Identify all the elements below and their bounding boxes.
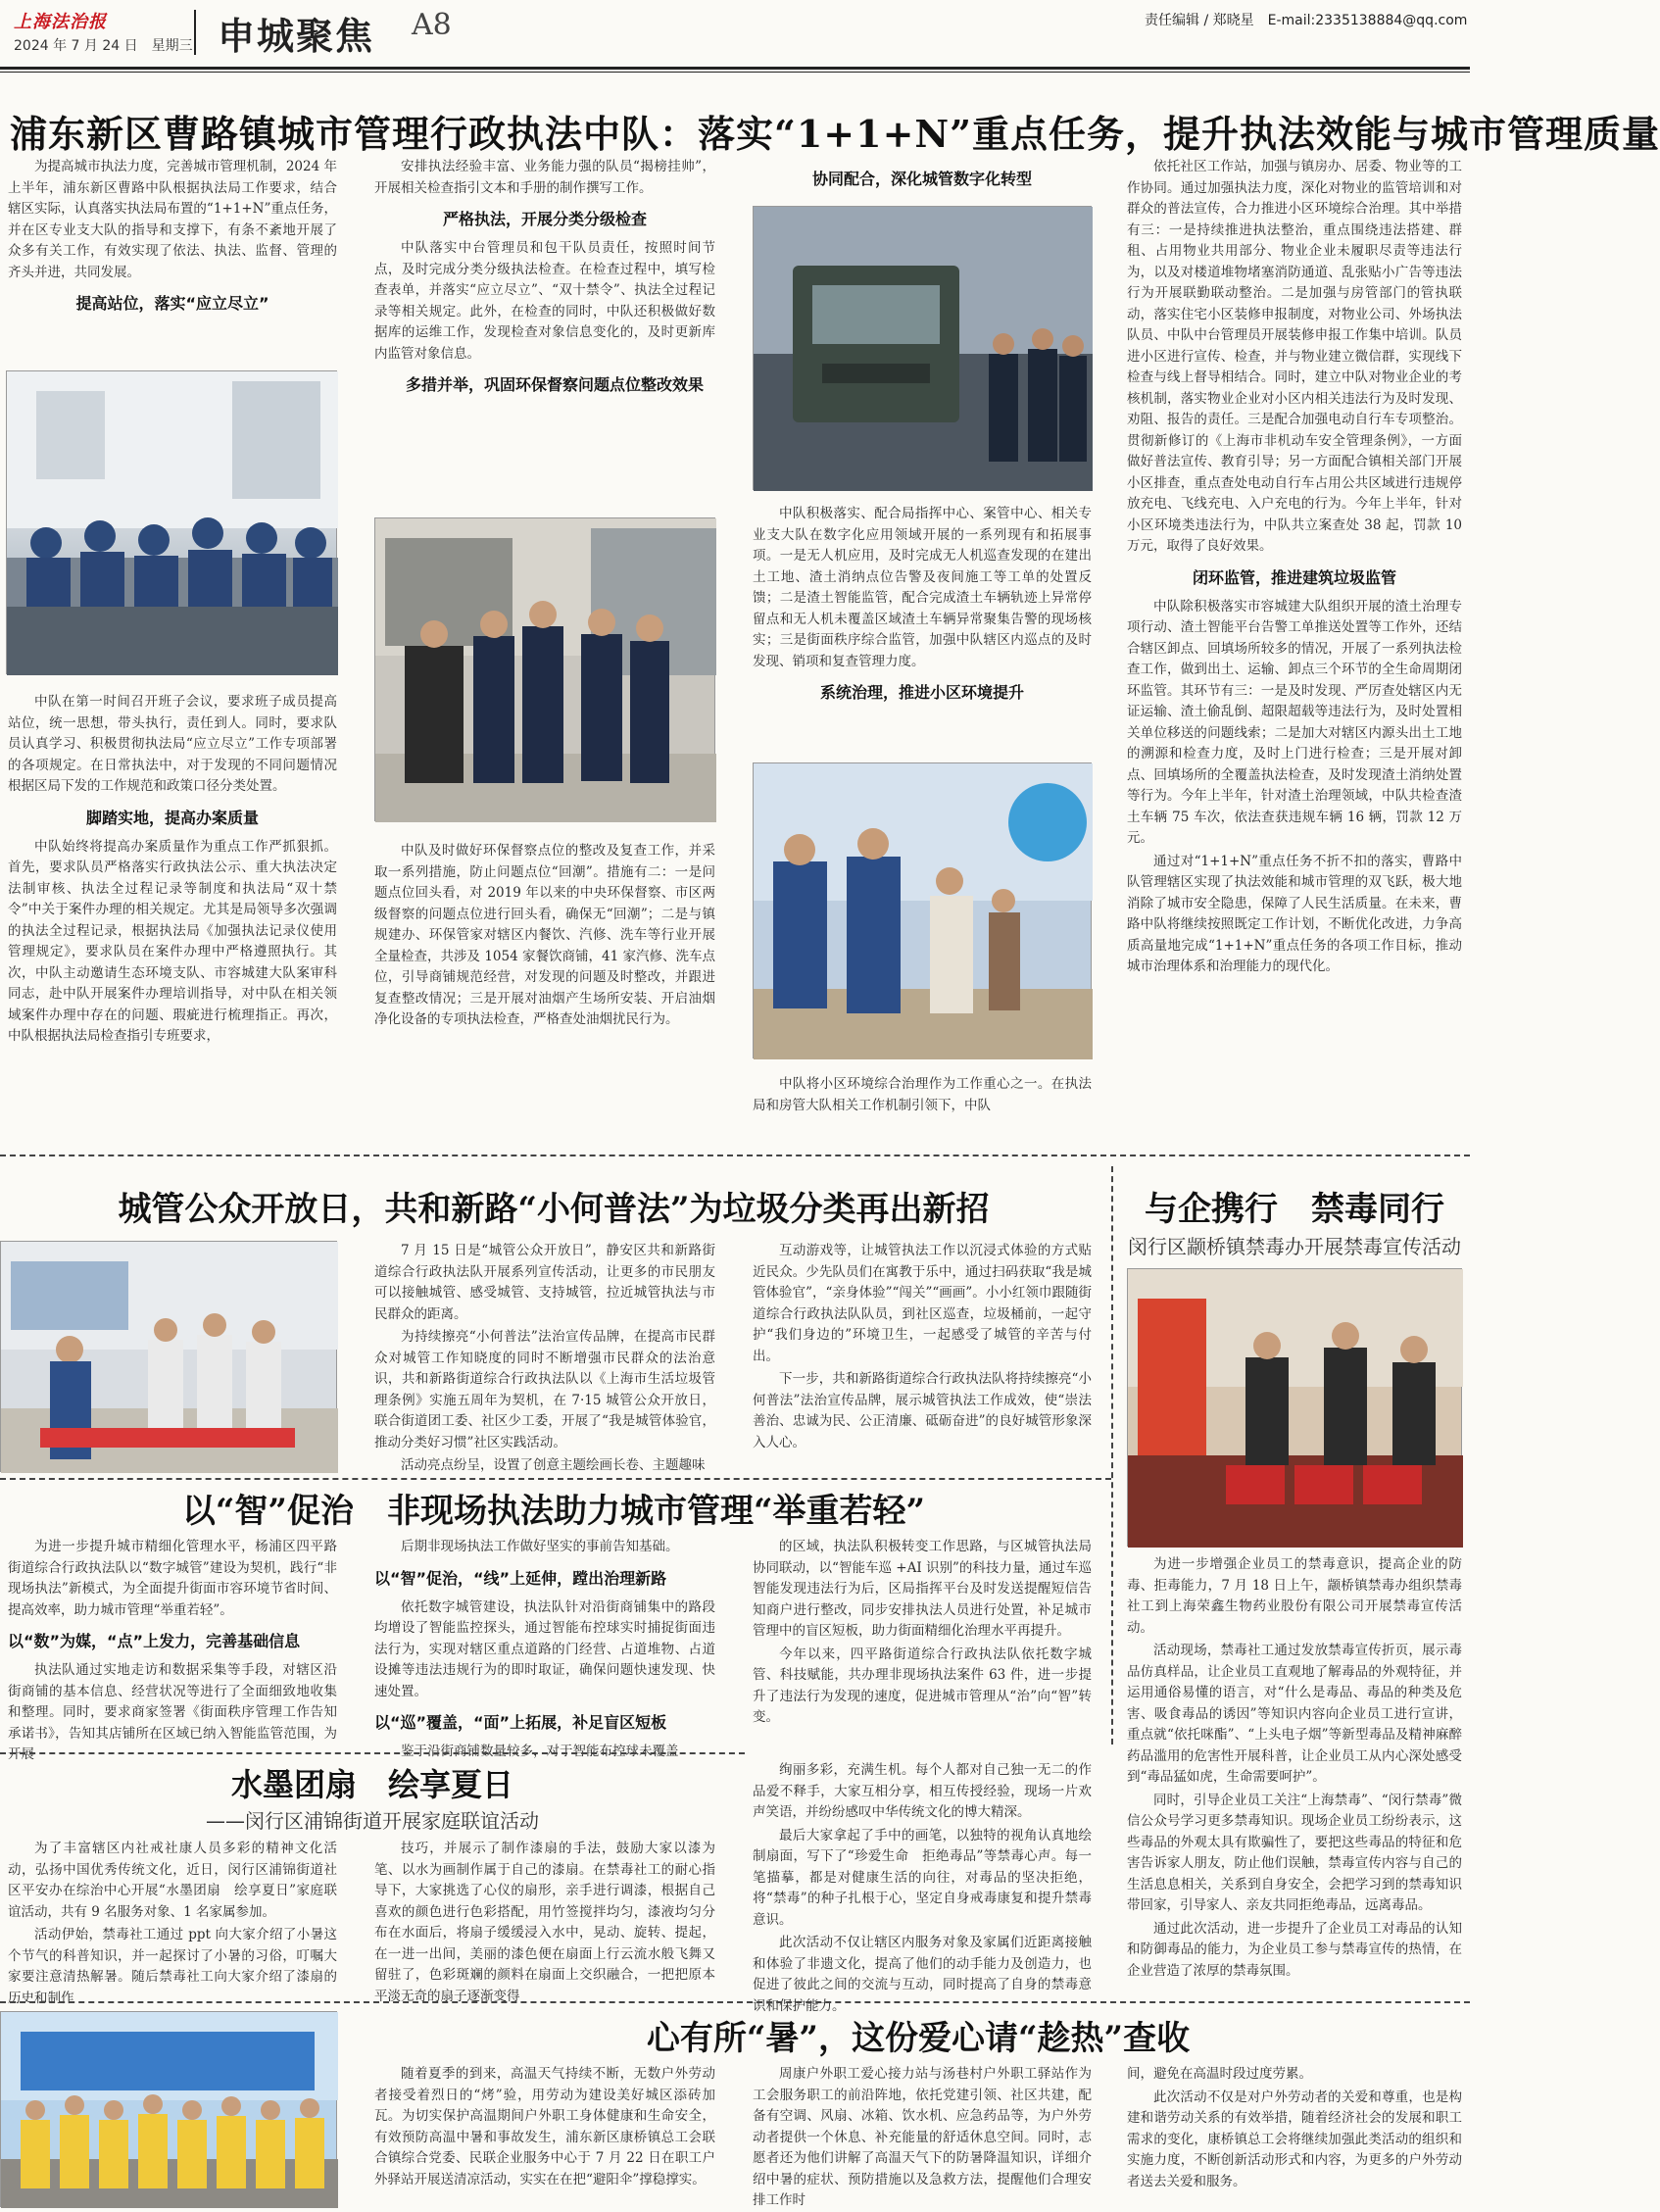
section-divider <box>0 1752 745 1754</box>
story1-subhead: 严格执法，开展分类分级检查 <box>442 210 647 228</box>
story1-paragraph: 中队除积极落实市容城建大队组织开展的渣土治理专项行动、渣土智能平台告警工单推送处置等工作外，还结合辖区卸点、回填场所较多的情况，开展了一系列执法检查工作，做到出土、运输、卸点三个环节的全生命周期闭环监管。其环节有三：一是及时发现、严厉查处辖区内无证运输、渣土偷乱倒、超限超载等违法行为，及时处置相关单位移送的问题线索；二是加大对辖区内源头出土工地的溯源和检查力度，及时上门进行检查；三是开展对卸点、回填场所的全覆盖执法检查，及时发现渣土消纳处置等行为。今年上半年，针对渣土治理领域，中队共检查渣土车辆 75 车次，依法查获违规车辆 16 辆，罚款 12 万元。 <box>1127 598 1462 846</box>
story1-subhead: 系统治理，推进小区环境提升 <box>819 683 1024 702</box>
story4-headline: 以“智”促治 非现场执法助力城市管理“举重若轻” <box>181 1492 926 1531</box>
story5-col1 <box>8 1839 337 2006</box>
story3-paragraph: 通过此次活动，进一步提升了企业员工对毒品的认知和防御毒品的能力，为企业员工参与禁毒宣传的热情，在企业营造了浓厚的禁毒氛围。 <box>1127 1920 1462 1979</box>
story1-paragraph: 通过对“1+1+N”重点任务不折不扣的落实，曹路中队管理辖区实现了执法效能和城市管理的双飞跃，极大地消除了城市安全隐患，保障了人民生活质量。在未来，曹路中队将继续按照既定工作计划，不断优化改进，力争高质高量地完成“1+1+N”重点任务的各项工作目标，推动城市治理体系和治理能力的现代化。 <box>1127 853 1462 974</box>
story4-paragraph: 依托数字城管建设，执法队针对沿街商铺集中的路段均增设了智能监控探头，通过智能布控球实时捕捉街面违法行为，实现对辖区重点道路的门经营、占道堆物、占道设摊等违法违规行为的即时取证，确保问题快速发现、快速处置。 <box>374 1598 715 1699</box>
story4-subhead: 以“数”为媒，“点”上发力，完善基础信息 <box>8 1632 301 1650</box>
story5-paragraph: 最后大家拿起了手中的画笔，以独特的视角认真地绘制扇面，写下了“珍爱生命 拒绝毒品”等禁毒心声。每一笔描摹，都是对健康生活的向往，对毒品的坚决拒绝，将“禁毒”的种子扎根于心，坚定自身戒毒康复和提升禁毒意识。 <box>753 1827 1092 1928</box>
story1-col2-bottom <box>374 841 715 1131</box>
muck-truck-photo <box>753 206 1092 490</box>
story3-paragraph: 同时，引导企业员工关注“上海禁毒”、“闵行禁毒”微信公众号学习更多禁毒知识。现场企业员工纷纷表示，这些毒品的外观太具有欺骗性了，要把这些毒品的特征和危害告诉家人朋友，防止他们误触，禁毒宣传内容与自己的生活息息相关，关系到自身安全，会把学习到的禁毒知识带回家，引导家人、亲友共同拒绝毒品，远离毒品。 <box>1127 1792 1462 1913</box>
page-number: A8 <box>412 8 452 42</box>
story3-paragraph: 为进一步增强企业员工的禁毒意识，提高企业的防毒、拒毒能力，7 月 18 日上午，颛桥镇禁毒办组织禁毒社工到上海荣鑫生物药业股份有限公司开展禁毒宣传活动。 <box>1127 1556 1462 1636</box>
section-divider <box>0 1155 1470 1156</box>
story6-col1 <box>374 2064 715 2207</box>
story5-col2 <box>374 1839 715 2004</box>
story5-paragraph: 技巧，并展示了制作漆扇的手法，鼓励大家以漆为笔、以水为画制作属于自己的漆扇。在禁毒社工的耐心指导下，大家挑选了心仪的扇形，亲手进行调漆，根据自己喜欢的颜色进行色彩搭配，用竹签搅拌均匀，漆液均匀分布在水面后，将扇子缓缓浸入水中，晃动、旋转、提起，在一进一出间，美丽的漆色便在扇面上行云流水般飞舞又留驻了，色彩斑斓的颜料在扇面上交织融合，一把把原本平淡无奇的扇子逐渐变得 <box>374 1841 715 2004</box>
story1-paragraph: 中队积极落实、配合局指挥中心、案管中心、相关专业支大队在数字化应用领域开展的一系列现有和拓展事项。一是无人机应用，及时完成无人机巡查发现的在建出土工地、渣土消纳点位告警及夜间施工等工单的处置反馈；二是渣土智能监管，配合完成渣土车辆轨迹上异常停留点和无人机未覆盖区域渣土车辆异常聚集告警的现场核实；三是街面秩序综合监管，加强中队辖区内巡点的及时发现、销项和复查管理力度。 <box>753 506 1092 669</box>
story1-subhead: 协同配合，深化城管数字化转型 <box>811 170 1032 188</box>
meeting-photo <box>6 370 337 674</box>
story1-paragraph: 中队在第一时间召开班子会议，要求班子成员提高站位，统一思想，带头执行，责任到人。同时，要求队员认真学习、积极贯彻执法局“应立尽立”工作专项部署的各项规定。在日常执法中，对于发现的不同问题情况根据区局下发的工作规范和政策口径分类处置。 <box>8 694 337 794</box>
story1-subhead: 脚踏实地，提高办案质量 <box>85 808 259 827</box>
story1-subhead: 提高站位，落实“应立尽立” <box>75 294 269 313</box>
story6-col2 <box>753 2064 1092 2207</box>
story2-paragraph: 为持续擦亮“小何普法”法治宣传品牌，在提高市民群众对城管工作知晓度的同时不断增强市民群众的法治意识，共和新路街道综合行政执法队以《上海市生活垃圾管理条例》实施五周年为契机，在 7·15 城管公众开放日，联合街道团工委、社区少工委，开展了“我是城管体验官，推动分类好习惯”社区实践活动。 <box>374 1329 715 1450</box>
open-day-photo <box>0 1241 337 1472</box>
community-photo <box>753 762 1092 1058</box>
story3-paragraph: 活动现场，禁毒社工通过发放禁毒宣传折页，展示毒品仿真样品，让企业员工直观地了解毒品的外观特征，并运用通俗易懂的语言，对“什么是毒品、毒品的种类及危害、吸食毒品的诱因”等知识内容向企业员工进行宣讲，重点就“依托咪酯”、“上头电子烟”等新型毒品及精神麻醉药品滥用的危害性开展科普，让企业员工从内心深处感受到“毒品猛如虎，生命需要呵护”。 <box>1127 1643 1462 1785</box>
section-title: 申城聚焦 <box>218 15 375 58</box>
story4-col1 <box>8 1537 337 1762</box>
story1-subhead: 闭环监管，推进建筑垃圾监管 <box>1192 567 1396 587</box>
story5-col3 <box>753 1760 1092 2014</box>
issue-date: 2024 年 7 月 24 日 星期三 <box>14 38 193 54</box>
story4-paragraph: 今年以来，四平路街道综合行政执法队依托数字城管、科技赋能，共办理非现场执法案件 63 件，进一步提升了违法行为发现的速度，促进城市管理从“治”向“智”转变。 <box>753 1646 1092 1725</box>
section-divider <box>0 2001 1470 2003</box>
story2-paragraph: 互动游戏等，让城管执法工作以沉浸式体验的方式贴近民众。少先队员们在寓教于乐中，通过扫码获取“我是城管体验官”，“亲身体验”“闯关”“画画”。小小红领巾跟随街道综合行政执法队队员，到社区巡查，垃圾桶前，一起守护“我们身边的”环境卫生，一起感受了城管的辛苦与付出。 <box>753 1243 1092 1364</box>
story6-paragraph: 周康户外职工爱心接力站与汤巷村户外职工驿站作为工会服务职工的前沿阵地，依托党建引领、社区共建，配备有空调、风扇、冰箱、饮水机、应急药品等，为户外劳动者提供一个休息、补充能量的舒适休息空间。同时，志愿者还为他们讲解了高温天气下的防暑降温知识，详细介绍中暑的症状、预防措施以及急救方法，提醒他们合理安排工作时 <box>753 2066 1092 2208</box>
column-divider <box>1111 1166 1113 1745</box>
story6-headline: 心有所“暑”，这份爱心请“趁热”查收 <box>646 2019 1191 2058</box>
story2-col1 <box>374 1241 715 1472</box>
story5-paragraph: 为了丰富辖区内社戒社康人员多彩的精神文化活动，弘扬中国优秀传统文化，近日，闵行区浦锦街道社区平安办在综治中心开展“水墨团扇 绘享夏日”家庭联谊活动，共有 9 名服务对象、1 名家属参加。 <box>8 1841 337 1920</box>
story1-paragraph: 安排执法经验丰富、业务能力强的队员“揭榜挂帅”，开展相关检查指引文本和手册的制作撰写工作。 <box>374 159 715 196</box>
story1-col2-top <box>374 157 715 515</box>
story2-paragraph: 活动亮点纷呈，设置了创意主题绘画长卷、主题趣味 <box>401 1457 706 1473</box>
story4-subhead: 以“巡”覆盖，“面”上拓展，补足盲区短板 <box>374 1713 667 1732</box>
story1-col1-top <box>8 157 337 358</box>
story1-col3-bottom <box>753 1074 1092 1131</box>
section-divider <box>0 1478 1111 1480</box>
header-rule <box>0 67 1470 70</box>
story1-paragraph: 中队及时做好环保督察点位的整改及复查工作，并采取一系列措施，防止问题点位“回潮”。措施有二：一是问题点位回头看，对 2019 年以来的中央环保督察、市区两级督察的问题点位进行回头看，确保无“回潮”；二是与镇规建办、环保管家对辖区内餐饮、汽修、洗车等行业开展全量检查，共涉及 1054 家餐饮商铺，41 家汽修、洗车点位，引导商铺规范经营，对发现的问题及时整改，并跟进复查整改情况；三是开展对油烟产生场所安装、开启油烟净化设备的专项执法检查，严格查处油烟扰民行为。 <box>374 843 715 1027</box>
story4-col2 <box>374 1537 715 1759</box>
editor-info: 责任编辑 / 郑晓星 E-mail:2335138884@qq.com <box>1145 13 1468 28</box>
story2-col2 <box>753 1241 1092 1472</box>
story4-paragraph: 为进一步提升城市精细化管理水平，杨浦区四平路街道综合行政执法队以“数字城管”建设为契机，践行“非现场执法”新模式，为全面提升街面市容环境节省时间、提高效率，助力城市管理“举重若轻”。 <box>8 1539 337 1618</box>
story1-paragraph: 为提高城市执法力度，完善城市管理机制，2024 年上半年，浦东新区曹路中队根据执法局工作要求，结合辖区实际，认真落实执法局布置的“1+1+N”重点任务，并在区专业支大队的指导和支撑下，有条不紊地开展了众多有关工作，有效实现了依法、执法、监督、管理的齐头并进，共同发展。 <box>8 159 337 280</box>
anti-drug-photo <box>1127 1268 1462 1547</box>
story3-deck: 闵行区颛桥镇禁毒办开展禁毒宣传活动 <box>1128 1235 1461 1258</box>
story1-col3-top <box>753 157 1092 196</box>
story5-paragraph: 活动伊始，禁毒社工通过 ppt 向大家介绍了小暑这个节气的科普知识，并一起探讨了小暑的习俗，叮嘱大家要注意清热解暑。随后禁毒社工向大家介绍了漆扇的历史和制作 <box>8 1927 337 2006</box>
story3-body <box>1127 1554 1462 1986</box>
story1-headline: 浦东新区曹路镇城市管理行政执法中队：落实“1+1+N”重点任务，提升执法效能与城市管理质量 <box>10 112 1660 156</box>
story1-paragraph: 中队将小区环境综合治理作为工作重心之一。在执法局和房管大队相关工作机制引领下，中队 <box>753 1076 1092 1113</box>
header-divider <box>194 10 196 55</box>
story1-paragraph: 依托社区工作站，加强与镇房办、居委、物业等的工作协同。通过加强执法力度，深化对物业的监管培训和对群众的普法宣传，合力推进小区环境综合治理。其中举措有三：一是持续推进执法整治，重点围绕违法搭建、群租、占用物业共用部分、物业企业未履职尽责等违法行为，以及对楼道堆物堵塞消防通道、乱张贴小广告等违法行为开展联勤联动整治。二是加强与房管部门的管执联动，落实住宅小区装修申报制度，对物业公司、外场执法队员、中队中台管理员开展装修申报工作集中培训。队员进小区进行宣传、检查，并与物业建立微信群，实现线下检查与线上督导相结合。同时，建立中队对物业企业的考核机制，落实物业企业对小区内相关违法行为及时发现、劝阻、报告的责任。三是配合加强电动自行车专项整治。贯彻新修订的《上海市非机动车安全管理条例》，一方面做好普法宣传、教育引导；另一方面配合镇相关部门开展小区排查，重点查处电动自行车占用公共区域进行违规停放充电、飞线充电、入户充电的行为。今年上半年，针对小区环境类违法行为，中队共立案查处 38 起，罚款 10 万元，取得了良好效果。 <box>1127 159 1462 554</box>
story1-subhead: 多措并举，巩固环保督察问题点位整改效果 <box>406 375 705 394</box>
masthead-logo: 上海法治报 <box>14 12 107 32</box>
header-rule-thin <box>0 72 1470 73</box>
story2-paragraph: 7 月 15 日是“城管公众开放日”，静安区共和新路街道综合行政执法队开展系列宣传活动，让更多的市民朋友可以接触城管、感受城管、支持城管，拉近城管执法与市民群众的距离。 <box>374 1243 715 1322</box>
story1-col3-mid <box>753 504 1092 761</box>
story6-col3 <box>1127 2064 1462 2207</box>
story4-paragraph: 鉴于沿街商铺数量较多，对于智能布控球未覆盖 <box>401 1744 679 1759</box>
story5-paragraph: 绚丽多彩，充满生机。每个人都对自己独一无二的作品爱不释手，大家互相分享，相互传授经验，现场一片欢声笑语，并纷纷感叹中华传统文化的博大精深。 <box>753 1762 1092 1820</box>
outdoor-workers-photo <box>0 2011 337 2207</box>
story4-paragraph: 执法队通过实地走访和数据采集等手段，对辖区沿街商铺的基本信息、经营状况等进行了全面细致地收集和整理。同时，要求商家签署《街面秩序管理工作告知承诺书》，告知其店铺所在区域已纳入智能监管范围，为开展 <box>8 1662 337 1762</box>
story6-paragraph: 随着夏季的到来，高温天气持续不断，无数户外劳动者接受着烈日的“烤”验，用劳动为建设美好城区添砖加瓦。为切实保护高温期间户外职工身体健康和生命安全，有效预防高温中暑和事故发生，浦东新区康桥镇总工会联合镇综合党委、民联企业服务中心于 7 月 22 日在职工户外驿站开展送清凉活动，实实在在把“避阳伞”撑稳撑实。 <box>374 2066 715 2187</box>
story4-subhead: 以“智”促治，“线”上延伸，蹚出治理新路 <box>374 1568 667 1588</box>
story5-headline: 水墨团扇 绘享夏日 <box>230 1766 513 1803</box>
story4-col3 <box>753 1537 1092 1745</box>
inspection-photo <box>374 517 715 821</box>
story2-paragraph: 下一步，共和新路街道综合行政执法队将持续擦亮“小何普法”法治宣传品牌，展示城管执法工作成效，使“崇法善治、忠诚为民、公正清廉、砥砺奋进”的良好城管形象深入人心。 <box>753 1371 1092 1450</box>
story3-headline: 与企携行 禁毒同行 <box>1145 1190 1444 1229</box>
story1-col1-bottom <box>8 692 337 1131</box>
story1-col4 <box>1127 157 1462 1131</box>
story1-paragraph: 中队落实中台管理员和包干队员责任，按照时间节点，及时完成分类分级执法检查。在检查过程中，填写检查表单，并落实“应立尽立”、“双十禁令”、执法全过程记录等相关规定。此外，在检查的同时，中队还积极做好数据库的运维工作，发现检查对象信息变化的，及时更新库内监管对象信息。 <box>374 240 715 362</box>
story2-headline: 城管公众开放日，共和新路“小何普法”为垃圾分类再出新招 <box>118 1190 990 1229</box>
story5-deck: ——闵行区浦锦街道开展家庭联谊活动 <box>206 1809 539 1833</box>
story6-paragraph: 间，避免在高温时段过度劳累。 <box>1127 2066 1312 2082</box>
story5-paragraph: 此次活动不仅让辖区内服务对象及家属们近距离接触和体验了非遗文化，提高了他们的动手能力及创造力，也促进了彼此之间的交流与互动，同时提高了自身的禁毒意识和保护能力。 <box>753 1935 1092 2014</box>
story4-paragraph: 的区域，执法队积极转变工作思路，与区城管执法局协同联动，以“智能车巡 +AI 识别”的科技力量，通过车巡智能发现违法行为后，区局指挥平台及时发送提醒短信告知商户进行整改，同步安排执法人员进行处置，补足城市管理中的盲区短板，助力街面精细化治理水平再提升。 <box>753 1539 1092 1639</box>
story6-paragraph: 此次活动不仅是对户外劳动者的关爱和尊重，也是构建和谐劳动关系的有效举措，随着经济社会的发展和职工需求的变化，康桥镇总工会将继续加强此类活动的组织和实施力度，不断创新活动形式和内容，为更多的户外劳动者送去关爱和服务。 <box>1127 2089 1462 2189</box>
story4-paragraph: 后期非现场执法工作做好坚实的事前告知基础。 <box>401 1539 679 1554</box>
story1-paragraph: 中队始终将提高办案质量作为重点工作严抓狠抓。首先，要求队员严格落实行政执法公示、重大执法决定法制审核、执法全过程记录等制度和执法局“双十禁令”中关于案件办理的相关规定。尤其是局领导多次强调的执法全过程记录，根据执法局《加强执法记录仪使用管理规定》，要求队员在案件办理中严格遵照执行。其次，中队主动邀请生态环境支队、市容城建大队案审科同志，赴中队开展案件办理培训指导，对中队在相关领域案件办理中存在的问题、瑕疵进行梳理指正。再次，中队根据执法局检查指引专班要求， <box>8 838 337 1044</box>
